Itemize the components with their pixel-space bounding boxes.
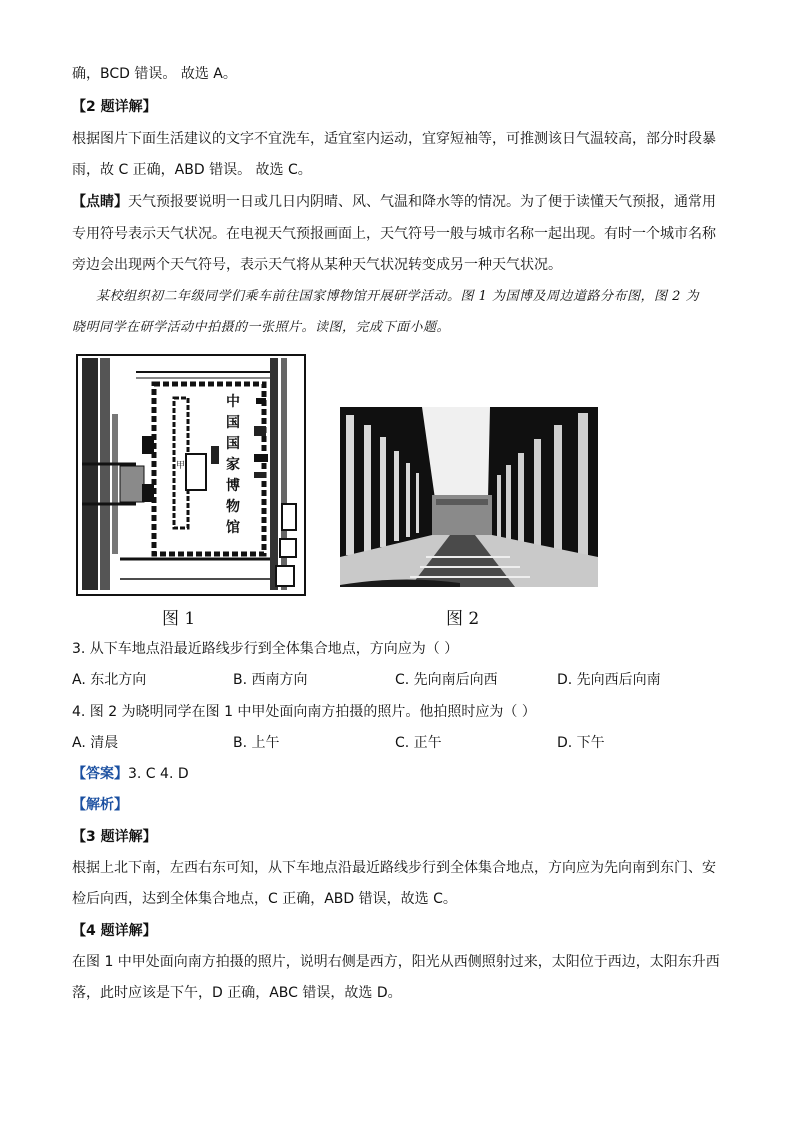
- text-line: 确，BCD 错误。 故选 A。: [72, 66, 237, 82]
- figure-2-caption: 图 2: [446, 609, 480, 629]
- museum-name-char: 馆: [226, 520, 240, 536]
- q4-option-d: D. 下午: [557, 735, 605, 751]
- museum-name-char: 国: [226, 436, 240, 452]
- museum-name-vertical: [226, 393, 240, 536]
- answer-label: 【答案】: [72, 766, 128, 782]
- text-line: 根据上北下南，左西右东可知，从下车地点沿最近路线步行到全体集合地点，方向应为先向南到东门、安: [72, 860, 716, 876]
- question-3-stem: 3. 从下车地点沿最近路线步行到全体集合地点，方向应为（ ）: [72, 641, 459, 657]
- answer-text: 3. C 4. D: [128, 766, 189, 782]
- tip-text: 天气预报要说明一日或几日内阴晴、风、气温和降水等的情况。为了便于读懂天气预报，通常用: [128, 194, 716, 210]
- tip-line: [72, 192, 716, 212]
- text-line: 根据图片下面生活建议的文字不宜洗车，适宜室内运动，宜穿短袖等，可推测该日气温较高，部分时段暴: [72, 131, 716, 147]
- text-line: 雨，故 C 正确，ABD 错误。 故选 C。: [72, 162, 312, 178]
- q3-option-d: D. 先向西后向南: [557, 672, 661, 688]
- q4-option-a: A. 清晨: [72, 735, 119, 751]
- answer-line: [72, 764, 189, 784]
- tip-label: 【点睛】: [72, 194, 128, 210]
- intro-line: 晓明同学在研学活动中拍摄的一张照片。读图，完成下面小题。: [72, 320, 451, 335]
- museum-name-char: 物: [226, 499, 240, 515]
- text-line: 旁边会出现两个天气符号，表示天气将从某种天气状况转变成另一种天气状况。: [72, 257, 562, 273]
- q4-option-c: C. 正午: [395, 735, 442, 751]
- museum-name-char: 中: [226, 394, 240, 410]
- section-heading: 【3 题详解】: [72, 829, 157, 845]
- figure-2-photo: [340, 407, 598, 587]
- section-heading: 【4 题详解】: [72, 923, 157, 939]
- analysis-label: 【解析】: [72, 797, 128, 813]
- figure-1-map: [76, 354, 306, 596]
- intro-line: 某校组织初二年级同学们乘车前往国家博物馆开展研学活动。图 1 为国博及周边道路分布图，图 2 为: [96, 289, 700, 304]
- text-line: 专用符号表示天气状况。在电视天气预报画面上，天气符号一般与城市名称一起出现。有时一个城市名称: [72, 226, 716, 242]
- section-heading: 【2 题详解】: [72, 99, 157, 115]
- text-line: 在图 1 中甲处面向南方拍摄的照片，说明右侧是西方，阳光从西侧照射过来，太阳位于西边，太阳东升西: [72, 954, 720, 970]
- map-label-jia: 甲: [176, 461, 186, 471]
- museum-name-char: 家: [226, 457, 240, 473]
- text-line: 检后向西，达到全体集合地点，C 正确，ABD 错误，故选 C。: [72, 891, 457, 907]
- figure-1-caption: 图 1: [162, 609, 196, 629]
- q4-option-b: B. 上午: [233, 735, 280, 751]
- text-line: 落，此时应该是下午，D 正确，ABC 错误，故选 D。: [72, 985, 402, 1001]
- museum-name-char: 国: [226, 415, 240, 431]
- question-4-stem: 4. 图 2 为晓明同学在图 1 中甲处面向南方拍摄的照片。他拍照时应为（ ）: [72, 704, 536, 720]
- q3-option-a: A. 东北方向: [72, 672, 147, 688]
- museum-name-char: 博: [226, 478, 240, 494]
- q3-option-c: C. 先向南后向西: [395, 672, 498, 688]
- q3-option-b: B. 西南方向: [233, 672, 308, 688]
